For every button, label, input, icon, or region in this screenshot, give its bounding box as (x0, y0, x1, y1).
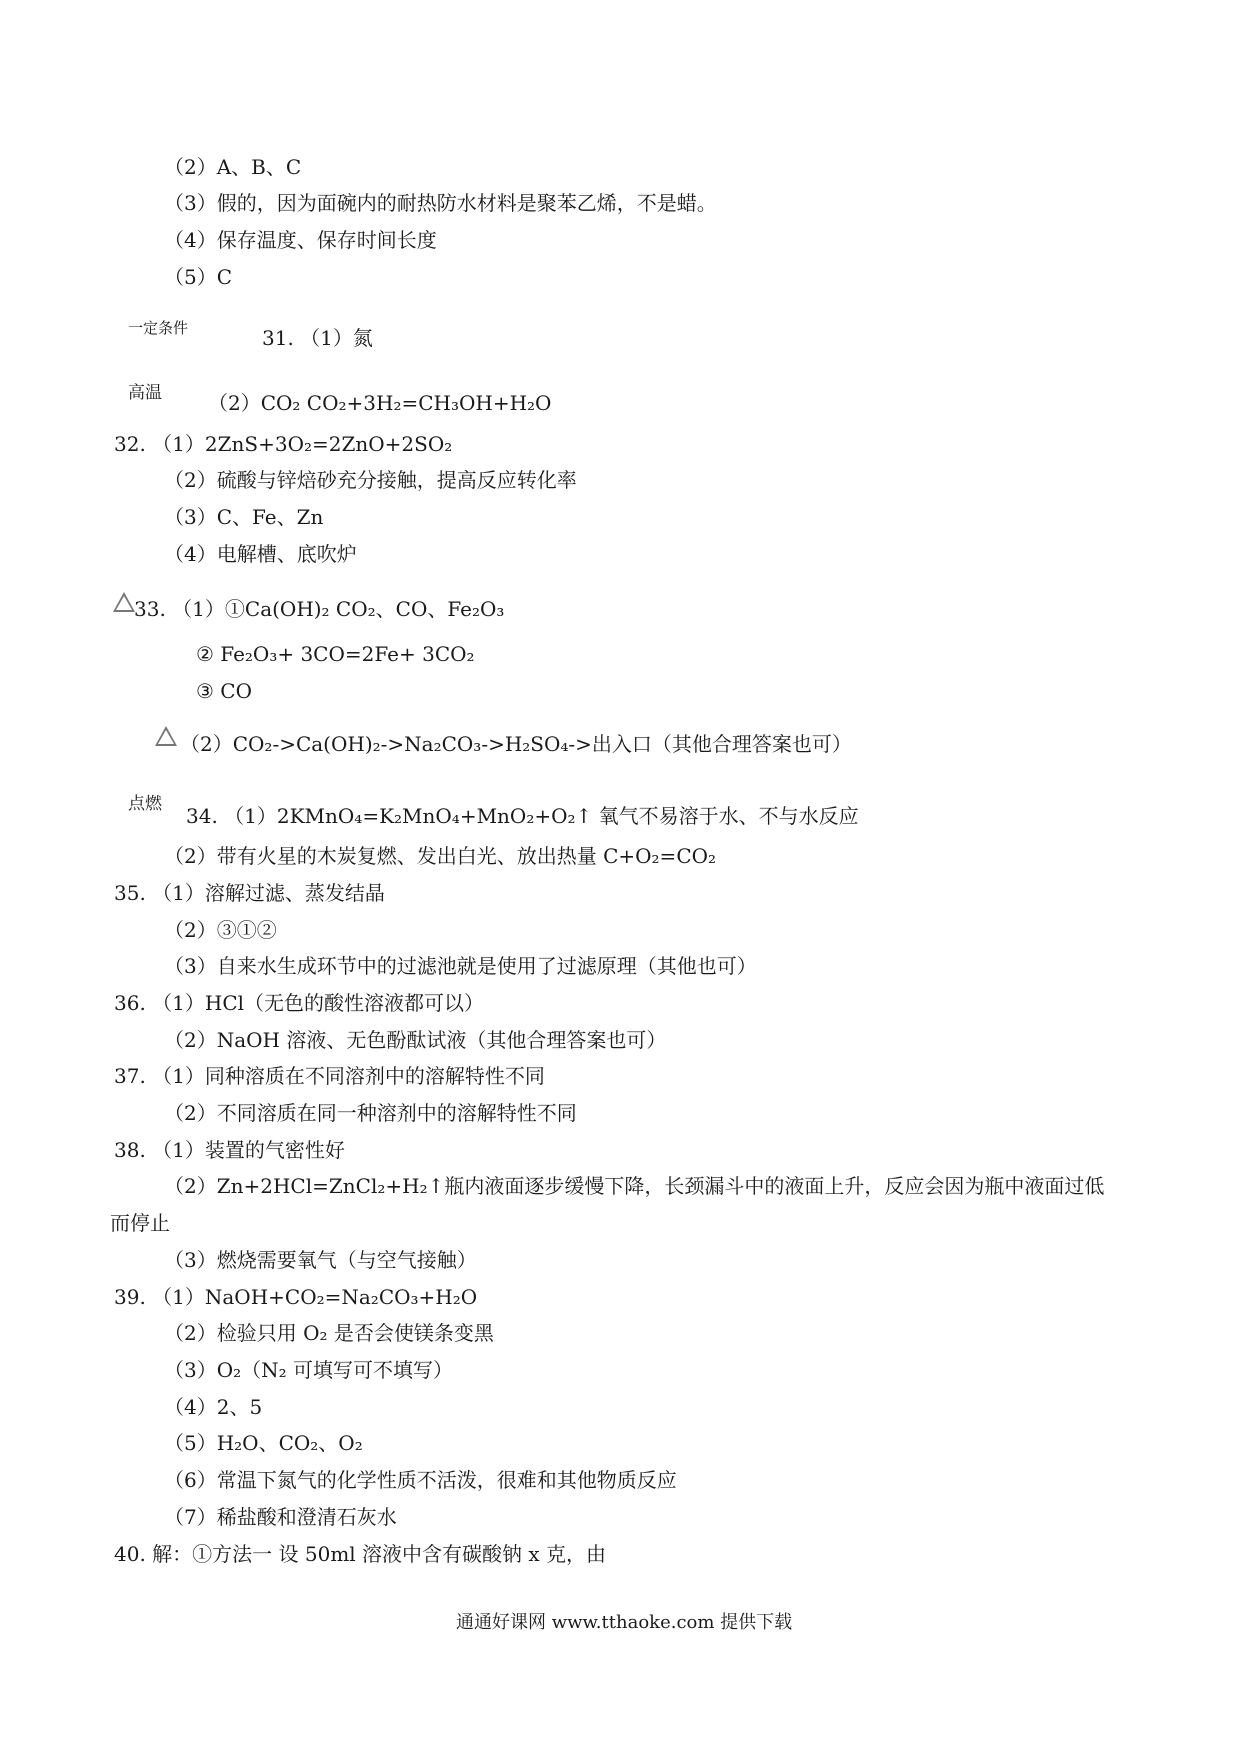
heat-triangle-icon (113, 592, 135, 612)
question-31-line: 31. （1）氮 (262, 326, 373, 350)
answer-line: （3）假的，因为面碗内的耐热防水材料是聚苯乙烯，不是蜡。 (164, 191, 717, 215)
condition-mark: 一定条件 (128, 319, 189, 337)
answer-line: （2）带有火星的木炭复燃、发出白光、放出热量 C+O₂=CO₂ (164, 844, 717, 868)
answer-line: （2）NaOH 溶液、无色酚酞试液（其他合理答案也可） (164, 1028, 667, 1052)
answer-line: （2）检验只用 O₂ 是否会使镁条变黑 (164, 1321, 494, 1345)
answer-line: （2）Zn+2HCl=ZnCl₂+H₂↑瓶内液面逐步缓慢下降，长颈漏斗中的液面上升，反应会因为瓶中液面过低 (164, 1174, 1105, 1198)
answer-line: ② Fe₂O₃+ 3CO=2Fe+ 3CO₂ (196, 642, 475, 666)
question-35-line: 35. （1）溶解过滤、蒸发结晶 (114, 881, 385, 905)
answer-line: ③ CO (196, 679, 252, 703)
question-32-line: 32. （1）2ZnS+3O₂=2ZnO+2SO₂ (114, 432, 453, 456)
question-39-line: 39. （1）NaOH+CO₂=Na₂CO₃+H₂O (114, 1285, 478, 1309)
answer-line: （5）H₂O、CO₂、O₂ (164, 1431, 363, 1455)
answer-line: （2）硫酸与锌焙砂充分接触，提高反应转化率 (164, 468, 577, 492)
answer-line: （2）③①② (164, 918, 277, 942)
answer-line: （3）C、Fe、Zn (164, 505, 324, 529)
answer-line: （4）电解槽、底吹炉 (164, 542, 357, 566)
answer-line: （6）常温下氮气的化学性质不活泼，很难和其他物质反应 (164, 1468, 677, 1492)
answer-line: （2）CO₂ CO₂+3H₂=CH₃OH+H₂O (208, 391, 552, 415)
question-37-line: 37. （1）同种溶质在不同溶剂中的溶解特性不同 (114, 1064, 545, 1088)
answer-line: （4）保存温度、保存时间长度 (164, 228, 437, 252)
heat-triangle-icon (155, 726, 177, 746)
question-36-line: 36. （1）HCl（无色的酸性溶液都可以） (114, 991, 485, 1015)
ignite-mark: 点燃 (128, 794, 162, 814)
answer-line: （2）CO₂->Ca(OH)₂->Na₂CO₃->H₂SO₄->出入口（其他合理答案也可） (180, 732, 852, 756)
high-temp-mark: 高温 (128, 383, 162, 403)
question-38-line: 38. （1）装置的气密性好 (114, 1138, 345, 1162)
answer-line: （5）C (164, 265, 233, 289)
answer-line: （4）2、5 (164, 1395, 263, 1419)
answer-line: （2）A、B、C (164, 155, 302, 179)
answer-line: （3）燃烧需要氧气（与空气接触） (164, 1248, 477, 1272)
question-33-line: 33. （1）①Ca(OH)₂ CO₂、CO、Fe₂O₃ (134, 597, 505, 621)
answer-line: （7）稀盐酸和澄清石灰水 (164, 1505, 397, 1529)
answer-line: （2）不同溶质在同一种溶剂中的溶解特性不同 (164, 1101, 577, 1125)
answer-line: 而停止 (110, 1211, 170, 1235)
answer-line: （3）O₂（N₂ 可填写可不填写） (164, 1358, 454, 1382)
answer-line: （3）自来水生成环节中的过滤池就是使用了过滤原理（其他也可） (164, 954, 757, 978)
page-footer: 通通好课网 www.tthaoke.com 提供下载 (456, 1612, 793, 1633)
question-34-line: 34. （1）2KMnO₄=K₂MnO₄+MnO₂+O₂↑ 氧气不易溶于水、不与水反应 (186, 804, 859, 828)
question-40-line: 40. 解：①方法一 设 50ml 溶液中含有碳酸钠 x 克，由 (114, 1542, 607, 1566)
